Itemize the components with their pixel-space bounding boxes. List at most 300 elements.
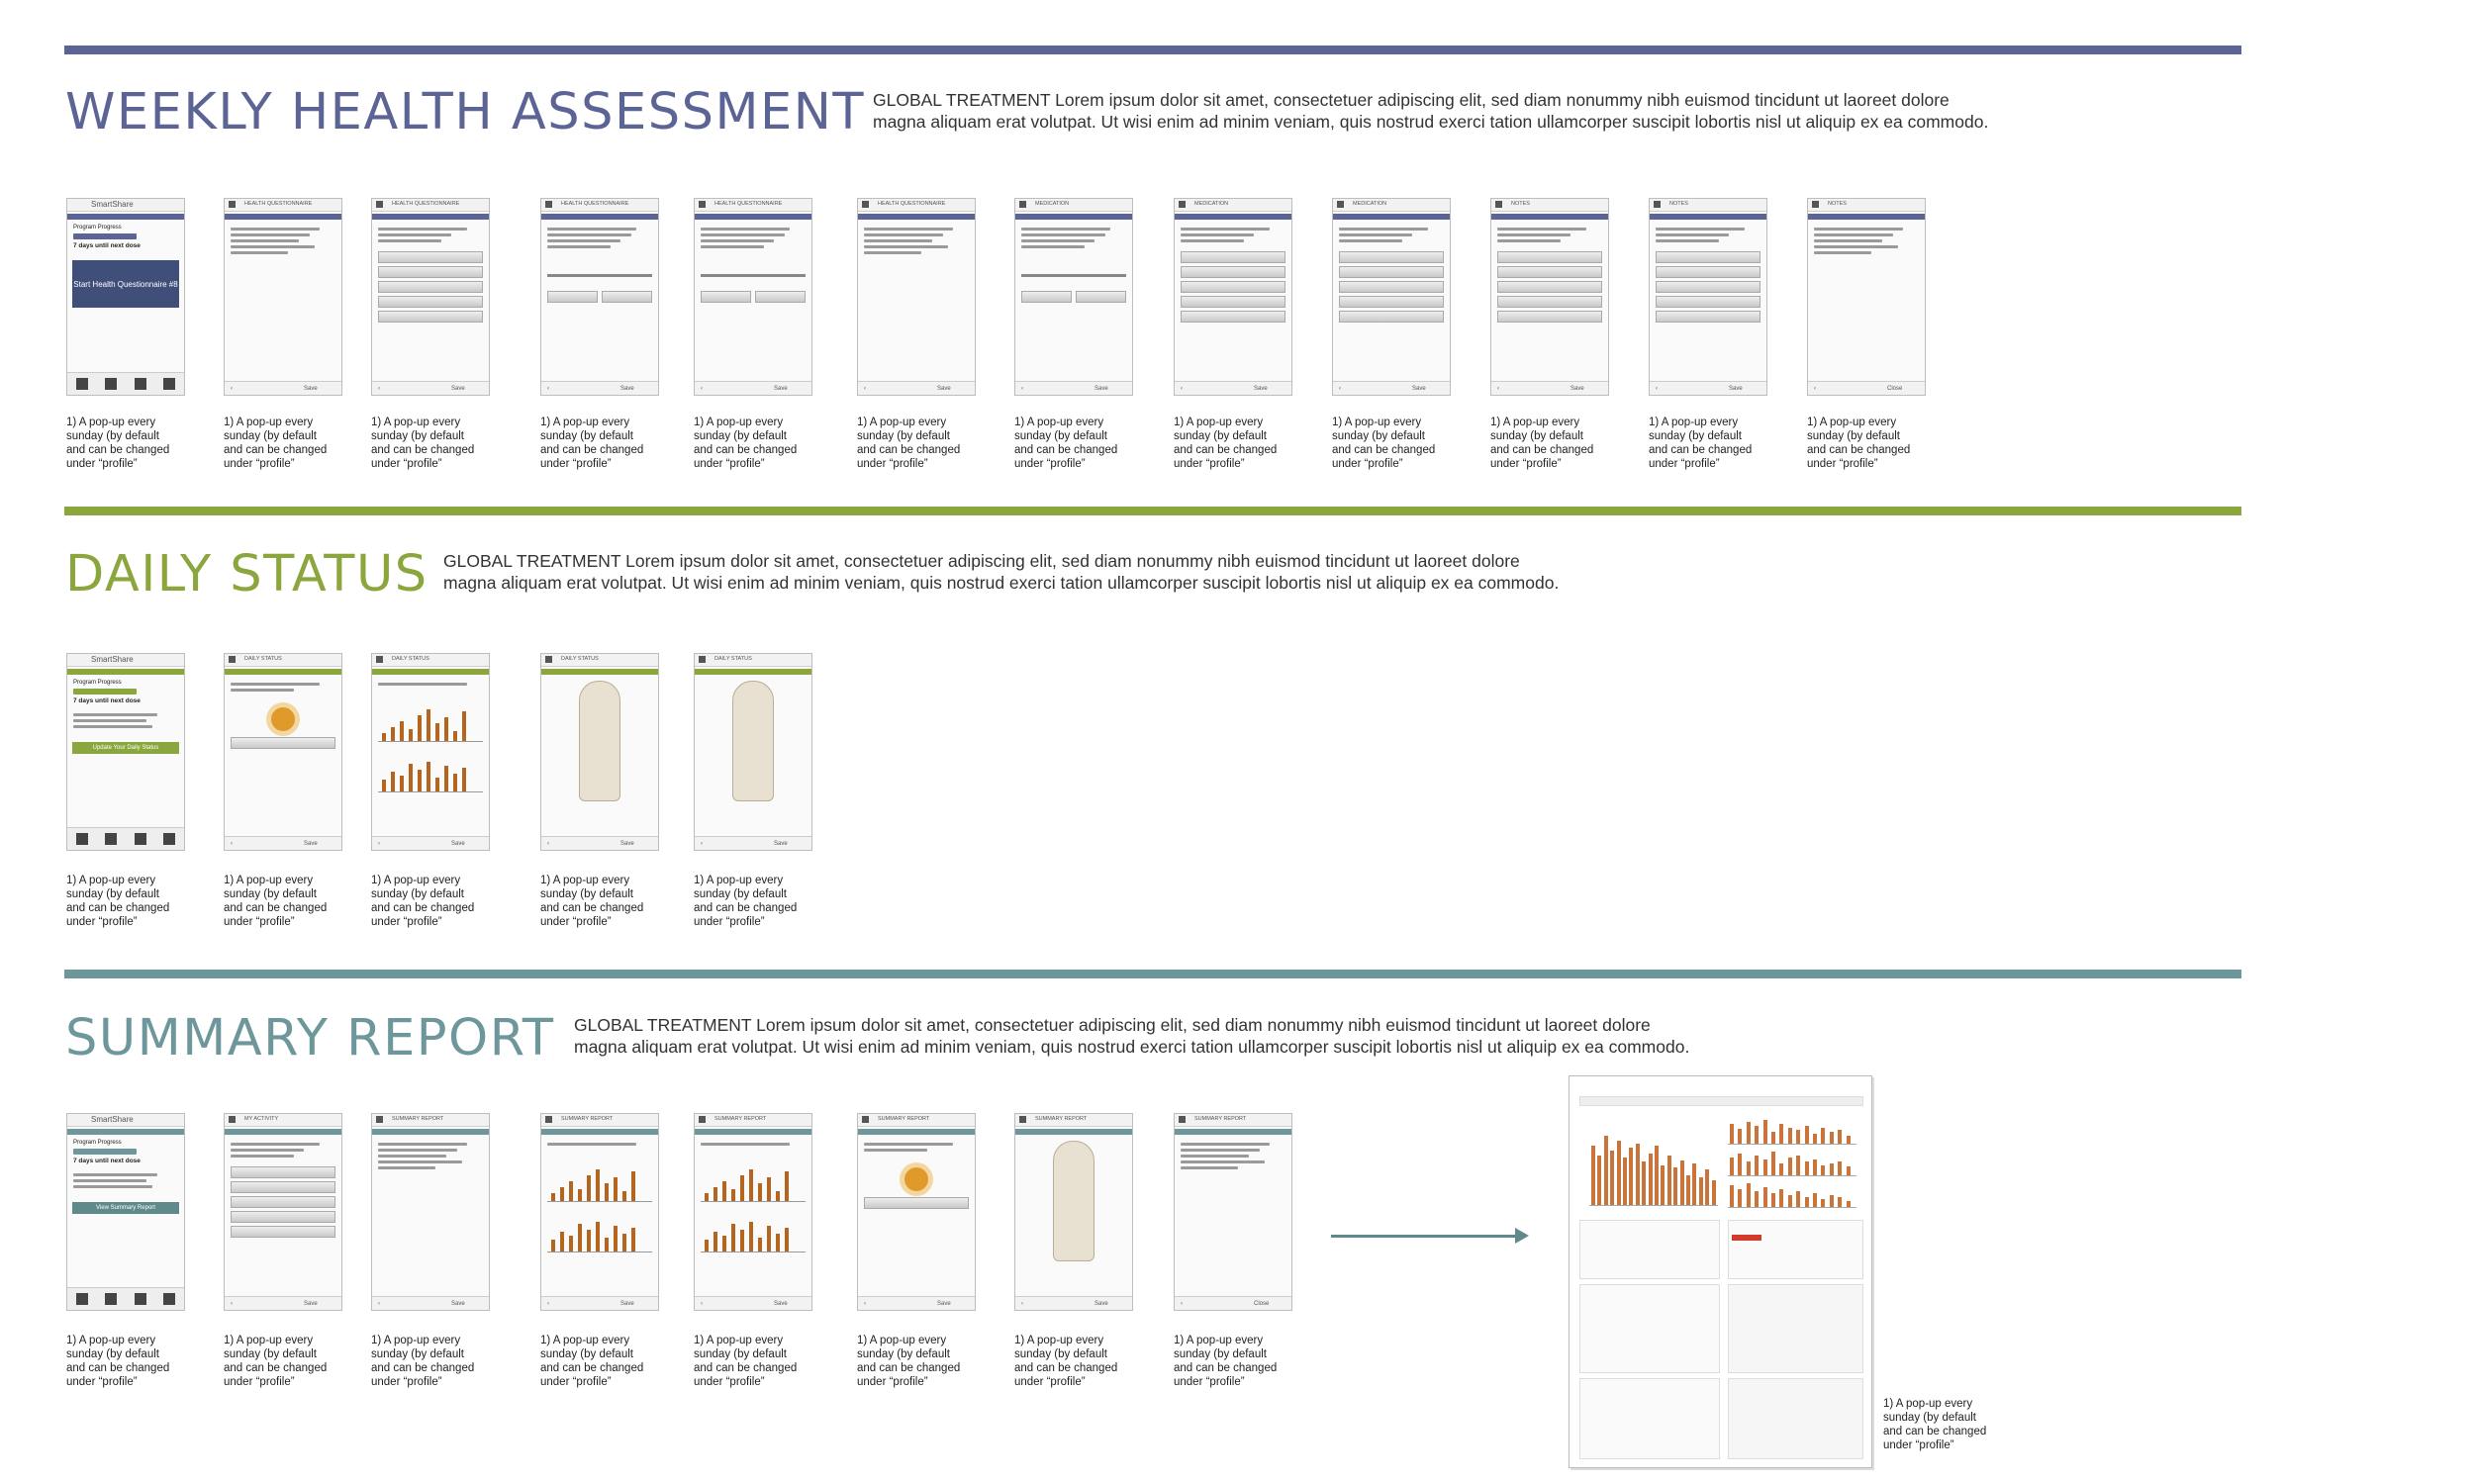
screen-title: NOTES (1828, 201, 1847, 207)
footer-action-button[interactable]: Save (304, 841, 318, 847)
phone-screen-buttons[interactable] (224, 1113, 342, 1311)
screen-footer (541, 381, 658, 395)
daily-section-rule (64, 507, 2241, 515)
caption-line: under “profile” (857, 1376, 928, 1388)
back-icon[interactable]: ‹ (378, 1301, 380, 1307)
footer-action-button[interactable]: Save (1729, 386, 1743, 392)
footer-action-button[interactable]: Save (620, 841, 634, 847)
back-icon[interactable]: ‹ (864, 1301, 866, 1307)
caption-line: sunday (by default (1174, 1348, 1267, 1360)
phone-screen-buttons[interactable] (1174, 198, 1292, 396)
caption-line: and can be changed (1883, 1426, 1987, 1438)
report-bar (1738, 1189, 1742, 1207)
profile-icon[interactable] (76, 1293, 88, 1305)
summary-section-rule (64, 970, 2241, 978)
chart-icon[interactable] (135, 1293, 146, 1305)
section-bar (372, 214, 489, 220)
back-icon[interactable]: ‹ (1021, 1301, 1023, 1307)
phone-screen-slider[interactable] (694, 198, 812, 396)
footer-action-button[interactable]: Save (1254, 386, 1268, 392)
summary-section-description (574, 1014, 1689, 1058)
option-button[interactable] (1656, 281, 1760, 293)
phone-screen-body[interactable] (540, 653, 659, 851)
option-button[interactable] (1497, 281, 1602, 293)
slider-track[interactable] (547, 274, 652, 277)
caption-line: sunday (by default (1490, 430, 1583, 442)
report-steroid-block (1728, 1220, 1863, 1279)
minus-button[interactable] (701, 291, 751, 303)
option-button[interactable] (1339, 251, 1444, 263)
section-bar (372, 669, 489, 675)
phone-screen-slider[interactable] (540, 198, 659, 396)
progress-bar (73, 1149, 137, 1155)
mini-bar (462, 711, 466, 741)
report-stiffness-block (1579, 1284, 1720, 1373)
caption-line: sunday (by default (694, 1348, 787, 1360)
caption-line: sunday (by default (1014, 1348, 1107, 1360)
chart-icon[interactable] (135, 833, 146, 845)
body-figure[interactable] (732, 681, 774, 801)
phone-screen-text[interactable] (857, 198, 976, 396)
section-bar (372, 1129, 489, 1135)
slider-track[interactable] (1021, 274, 1126, 277)
calendar-icon[interactable] (163, 833, 175, 845)
plus-button[interactable] (755, 291, 806, 303)
phone-screen-buttons[interactable] (1332, 198, 1451, 396)
footer-action-button[interactable]: Save (1094, 1301, 1108, 1307)
home-icon[interactable] (699, 656, 706, 663)
caption-line: sunday (by default (1174, 430, 1267, 442)
home-icon[interactable] (1337, 201, 1344, 208)
mini-bar (444, 717, 448, 741)
home-icon[interactable] (699, 201, 706, 208)
caption-line: sunday (by default (694, 888, 787, 900)
screen-caption (66, 874, 195, 929)
footer-action-button[interactable]: Save (451, 841, 465, 847)
weekly-desc-line-1: GLOBAL TREATMENT Lorem ipsum dolor sit amet, consectetuer adipiscing elit, sed diam nonummy nibh euismod tincidunt ut laoreet dolore (873, 90, 1950, 110)
footer-action-button[interactable]: Save (304, 1301, 318, 1307)
back-icon[interactable]: ‹ (231, 1301, 233, 1307)
home-icon[interactable] (545, 1116, 552, 1123)
option-button[interactable] (1181, 311, 1285, 323)
home-icon[interactable] (376, 201, 383, 208)
footer-action-button[interactable]: Close (1254, 1301, 1270, 1307)
home-icon[interactable] (229, 201, 236, 208)
back-icon[interactable]: ‹ (701, 386, 703, 392)
mini-bar (605, 1238, 609, 1252)
report-bar (1738, 1154, 1742, 1175)
footer-action-button[interactable]: Save (451, 1301, 465, 1307)
report-bar (1796, 1156, 1800, 1175)
report-bar (1730, 1124, 1734, 1144)
footer-action-button[interactable]: Save (774, 386, 788, 392)
days-until-label: 7 days until next dose (73, 697, 141, 704)
screen-title: DAILY STATUS (244, 656, 282, 662)
option-button[interactable] (1339, 281, 1444, 293)
screen-caption (224, 1334, 352, 1389)
option-button[interactable] (1339, 311, 1444, 323)
mini-bar (391, 772, 395, 791)
home-icon[interactable] (545, 201, 552, 208)
footer-action-button[interactable]: Save (1570, 386, 1584, 392)
report-bar (1788, 1195, 1792, 1207)
caption-line: sunday (by default (857, 1348, 950, 1360)
option-button[interactable] (231, 1166, 335, 1178)
app-header (67, 199, 184, 212)
home-icon[interactable] (376, 656, 383, 663)
section-bar (1491, 214, 1608, 220)
report-bar (1771, 1132, 1775, 1144)
report-caption (1883, 1397, 2012, 1452)
footer-action-button[interactable]: Save (774, 841, 788, 847)
body-figure[interactable] (1053, 1141, 1094, 1261)
profile-icon[interactable] (76, 833, 88, 845)
report-bar (1763, 1159, 1767, 1175)
back-icon[interactable]: ‹ (1656, 386, 1658, 392)
mini-bar (551, 1193, 555, 1201)
footer-action-button[interactable]: Save (1094, 386, 1108, 392)
caption-line: sunday (by default (1014, 430, 1107, 442)
mini-bar (731, 1224, 735, 1252)
report-bar (1649, 1154, 1653, 1205)
home-icon[interactable] (1812, 201, 1819, 208)
plus-button[interactable] (1076, 291, 1126, 303)
screen-footer (1808, 381, 1925, 395)
footer-action-button[interactable]: Save (620, 386, 634, 392)
option-button[interactable] (1656, 296, 1760, 308)
footer-action-button[interactable]: Save (937, 1301, 951, 1307)
report-pain-chart (1728, 1179, 1856, 1208)
caption-line: 1) A pop-up every (371, 417, 461, 428)
mini-bar (444, 766, 448, 791)
back-icon[interactable]: ‹ (701, 841, 703, 847)
footer-action-button[interactable]: Save (304, 386, 318, 392)
app-name: SmartShare (91, 200, 134, 209)
caption-line: 1) A pop-up every (1014, 1335, 1104, 1346)
weekly-section-title: WEEKLY HEALTH ASSESSMENT (65, 83, 866, 141)
back-icon[interactable]: ‹ (547, 841, 549, 847)
phone-screen-final[interactable] (1807, 198, 1926, 396)
home-icon[interactable] (699, 1116, 706, 1123)
section-bar (1175, 214, 1291, 220)
option-button[interactable] (1339, 266, 1444, 278)
option-button[interactable] (1656, 311, 1760, 323)
tab-bar[interactable] (67, 372, 184, 395)
screen-header (1015, 1114, 1132, 1127)
caption-line: 1) A pop-up every (540, 875, 630, 886)
tab-bar[interactable] (67, 1287, 184, 1310)
report-bar (1813, 1159, 1817, 1175)
phone-screen-chart[interactable] (540, 1113, 659, 1311)
option-button[interactable] (378, 251, 483, 263)
mini-bar (767, 1177, 771, 1201)
phone-screen-home[interactable] (66, 198, 185, 396)
option-button[interactable] (1339, 296, 1444, 308)
home-icon[interactable] (229, 1116, 236, 1123)
footer-action-button[interactable]: Save (620, 1301, 634, 1307)
caption-line: and can be changed (371, 444, 475, 456)
phone-screen-buttons[interactable] (1490, 198, 1609, 396)
phone-screen-text[interactable] (371, 1113, 490, 1311)
report-bar (1771, 1152, 1775, 1175)
report-bar (1788, 1158, 1792, 1175)
mini-bar (614, 1177, 618, 1201)
screen-footer (1015, 1296, 1132, 1310)
back-icon[interactable]: ‹ (231, 841, 233, 847)
pencil-icon[interactable] (105, 833, 117, 845)
date-bar (67, 1129, 184, 1135)
back-icon[interactable]: ‹ (1339, 386, 1341, 392)
pencil-icon[interactable] (105, 378, 117, 390)
body-figure[interactable] (579, 681, 620, 801)
phone-screen-buttons[interactable] (1649, 198, 1767, 396)
caption-line: and can be changed (540, 444, 644, 456)
days-until-label: 7 days until next dose (73, 1158, 141, 1164)
home-icon[interactable] (229, 656, 236, 663)
report-medications-block (1579, 1220, 1720, 1279)
caption-line: 1) A pop-up every (1490, 417, 1580, 428)
caption-line: under “profile” (224, 916, 295, 928)
mini-bar (418, 715, 422, 741)
caption-line: sunday (by default (66, 1348, 159, 1360)
back-icon[interactable]: ‹ (378, 841, 380, 847)
back-icon[interactable]: ‹ (1181, 386, 1183, 392)
minus-button[interactable] (1021, 291, 1072, 303)
phone-screen-chart[interactable] (371, 653, 490, 851)
caption-line: and can be changed (857, 444, 961, 456)
report-bar (1755, 1156, 1759, 1175)
phone-screen-buttons[interactable] (371, 198, 490, 396)
summary-section-title: SUMMARY REPORT (65, 1009, 555, 1067)
back-icon[interactable]: ‹ (1181, 1301, 1183, 1307)
phone-screen-home[interactable] (66, 653, 185, 851)
phone-screen-slider[interactable] (1014, 198, 1133, 396)
daily-desc-line-1: GLOBAL TREATMENT Lorem ipsum dolor sit amet, consectetuer adipiscing elit, sed diam nonummy nibh euismod tincidunt ut laoreet dolore (443, 551, 1520, 571)
caption-line: and can be changed (694, 1362, 798, 1374)
back-icon[interactable]: ‹ (378, 386, 380, 392)
phone-screen-final[interactable] (1174, 1113, 1292, 1311)
start-questionnaire-button[interactable]: Start Health Questionnaire #8 (72, 260, 179, 308)
report-bar (1597, 1156, 1601, 1205)
back-icon[interactable]: ‹ (231, 386, 233, 392)
screen-header (541, 654, 658, 667)
mini-bar (587, 1175, 591, 1201)
option-button[interactable] (231, 1196, 335, 1208)
option-button[interactable] (231, 1226, 335, 1238)
screen-footer (858, 1296, 975, 1310)
mini-bar (400, 776, 404, 791)
plus-button[interactable] (602, 291, 652, 303)
footer-action-button[interactable]: Close (1887, 386, 1903, 392)
back-icon[interactable]: ‹ (701, 1301, 703, 1307)
caption-line: under “profile” (1807, 458, 1878, 470)
home-icon[interactable] (376, 1116, 383, 1123)
screen-caption (66, 416, 195, 471)
option-button[interactable] (1181, 266, 1285, 278)
screen-footer (372, 836, 489, 850)
home-icon[interactable] (1495, 201, 1502, 208)
phone-screen-body[interactable] (1014, 1113, 1133, 1311)
screen-caption (1332, 416, 1461, 471)
screen-title: MEDICATION (1353, 201, 1387, 207)
minus-button[interactable] (864, 1197, 969, 1209)
footer-action-button[interactable]: Save (937, 386, 951, 392)
caption-line: and can be changed (224, 902, 328, 914)
home-icon[interactable] (1179, 201, 1186, 208)
screen-title: MEDICATION (1035, 201, 1070, 207)
option-button[interactable] (1181, 251, 1285, 263)
mini-bar (453, 731, 457, 741)
mini-bar (776, 1191, 780, 1201)
screen-footer (1333, 381, 1450, 395)
report-notes-block (1728, 1284, 1863, 1373)
caption-line: 1) A pop-up every (1883, 1398, 1973, 1410)
option-button[interactable] (1497, 296, 1602, 308)
back-icon[interactable]: ‹ (1814, 386, 1816, 392)
report-bar (1821, 1165, 1825, 1175)
back-icon[interactable]: ‹ (547, 1301, 549, 1307)
home-icon[interactable] (1654, 201, 1661, 208)
mini-bar (400, 721, 404, 741)
screen-caption (540, 874, 669, 929)
calendar-icon[interactable] (163, 378, 175, 390)
report-bar (1779, 1189, 1783, 1207)
screen-header (225, 1114, 341, 1127)
report-bar (1813, 1134, 1817, 1144)
report-bar (1730, 1185, 1734, 1207)
option-button[interactable] (1181, 296, 1285, 308)
calendar-icon[interactable] (163, 1293, 175, 1305)
report-bar (1847, 1166, 1851, 1175)
section-bar (225, 669, 341, 675)
option-button[interactable] (378, 311, 483, 323)
mini-bar (785, 1228, 789, 1252)
caption-line: and can be changed (1807, 444, 1911, 456)
screen-caption (1014, 416, 1143, 471)
back-icon[interactable]: ‹ (1021, 386, 1023, 392)
home-icon[interactable] (545, 656, 552, 663)
phone-screen-sun[interactable] (224, 653, 342, 851)
mini-bar (631, 1171, 635, 1201)
back-icon[interactable]: ‹ (864, 386, 866, 392)
screen-title: SUMMARY REPORT (561, 1116, 614, 1122)
mini-bar (767, 1226, 771, 1252)
screen-caption (694, 1334, 822, 1389)
update-daily-status-button[interactable]: Update Your Daily Status (72, 742, 179, 754)
caption-line: and can be changed (694, 902, 798, 914)
screen-footer (695, 1296, 811, 1310)
screen-header (225, 654, 341, 667)
report-bar (1738, 1129, 1742, 1144)
mini-bar (453, 774, 457, 791)
tab-bar[interactable] (67, 827, 184, 850)
phone-screen-chart[interactable] (694, 1113, 812, 1311)
mini-bar (578, 1189, 582, 1201)
home-icon[interactable] (1179, 1116, 1186, 1123)
caption-line: and can be changed (224, 1362, 328, 1374)
mini-bar (631, 1228, 635, 1252)
mini-bar (749, 1169, 753, 1201)
report-bar (1686, 1175, 1690, 1205)
view-summary-report-button[interactable]: View Summary Report (72, 1202, 179, 1214)
report-bar (1847, 1136, 1851, 1144)
option-button[interactable] (1497, 266, 1602, 278)
footer-action-button[interactable]: Save (451, 386, 465, 392)
mini-bar (705, 1240, 709, 1252)
screen-header (858, 1114, 975, 1127)
profile-icon[interactable] (76, 378, 88, 390)
screen-title: HEALTH QUESTIONNAIRE (878, 201, 946, 207)
sun-icon (904, 1167, 928, 1191)
option-button[interactable] (378, 281, 483, 293)
caption-line: sunday (by default (224, 888, 317, 900)
option-button[interactable] (378, 296, 483, 308)
option-button[interactable] (378, 266, 483, 278)
back-icon[interactable]: ‹ (1497, 386, 1499, 392)
home-icon[interactable] (1019, 1116, 1026, 1123)
screen-title: NOTES (1669, 201, 1688, 207)
option-button[interactable] (1497, 311, 1602, 323)
screen-title: SUMMARY REPORT (878, 1116, 930, 1122)
home-icon[interactable] (862, 1116, 869, 1123)
phone-screen-text[interactable] (224, 198, 342, 396)
mini-bar (622, 1234, 626, 1252)
screen-title: DAILY STATUS (714, 656, 752, 662)
mini-bar (409, 764, 413, 791)
option-button[interactable] (231, 1211, 335, 1223)
mini-bar (758, 1238, 762, 1252)
option-button[interactable] (1656, 251, 1760, 263)
caption-line: sunday (by default (540, 1348, 633, 1360)
phone-screen-home[interactable] (66, 1113, 185, 1311)
caption-line: 1) A pop-up every (1807, 417, 1897, 428)
app-name: SmartShare (91, 655, 134, 664)
mini-bar (409, 729, 413, 741)
phone-screen-sun[interactable] (857, 1113, 976, 1311)
screen-header (695, 199, 811, 212)
chart-icon[interactable] (135, 378, 146, 390)
footer-action-button[interactable]: Save (1412, 386, 1426, 392)
screen-footer (1175, 1296, 1291, 1310)
summary-report-page-preview[interactable] (1569, 1075, 1872, 1468)
mini-bar (776, 1234, 780, 1252)
slider-track[interactable] (701, 274, 806, 277)
option-button[interactable] (1181, 281, 1285, 293)
caption-line: 1) A pop-up every (694, 875, 784, 886)
section-bar (1175, 1129, 1291, 1135)
screen-header (1333, 199, 1450, 212)
minus-button[interactable] (231, 737, 335, 749)
section-bar (695, 1129, 811, 1135)
caption-line: and can be changed (1014, 444, 1118, 456)
report-bar (1747, 1161, 1751, 1175)
pencil-icon[interactable] (105, 1293, 117, 1305)
screen-caption (694, 416, 822, 471)
mini-bar (427, 709, 430, 741)
report-main-chart (1589, 1116, 1718, 1206)
phone-screen-body[interactable] (694, 653, 812, 851)
option-button[interactable] (231, 1181, 335, 1193)
home-icon[interactable] (862, 201, 869, 208)
screen-header (695, 654, 811, 667)
minus-button[interactable] (547, 291, 598, 303)
footer-action-button[interactable]: Save (774, 1301, 788, 1307)
option-button[interactable] (1656, 266, 1760, 278)
report-bar (1771, 1193, 1775, 1207)
option-button[interactable] (1497, 251, 1602, 263)
back-icon[interactable]: ‹ (547, 386, 549, 392)
home-icon[interactable] (1019, 201, 1026, 208)
